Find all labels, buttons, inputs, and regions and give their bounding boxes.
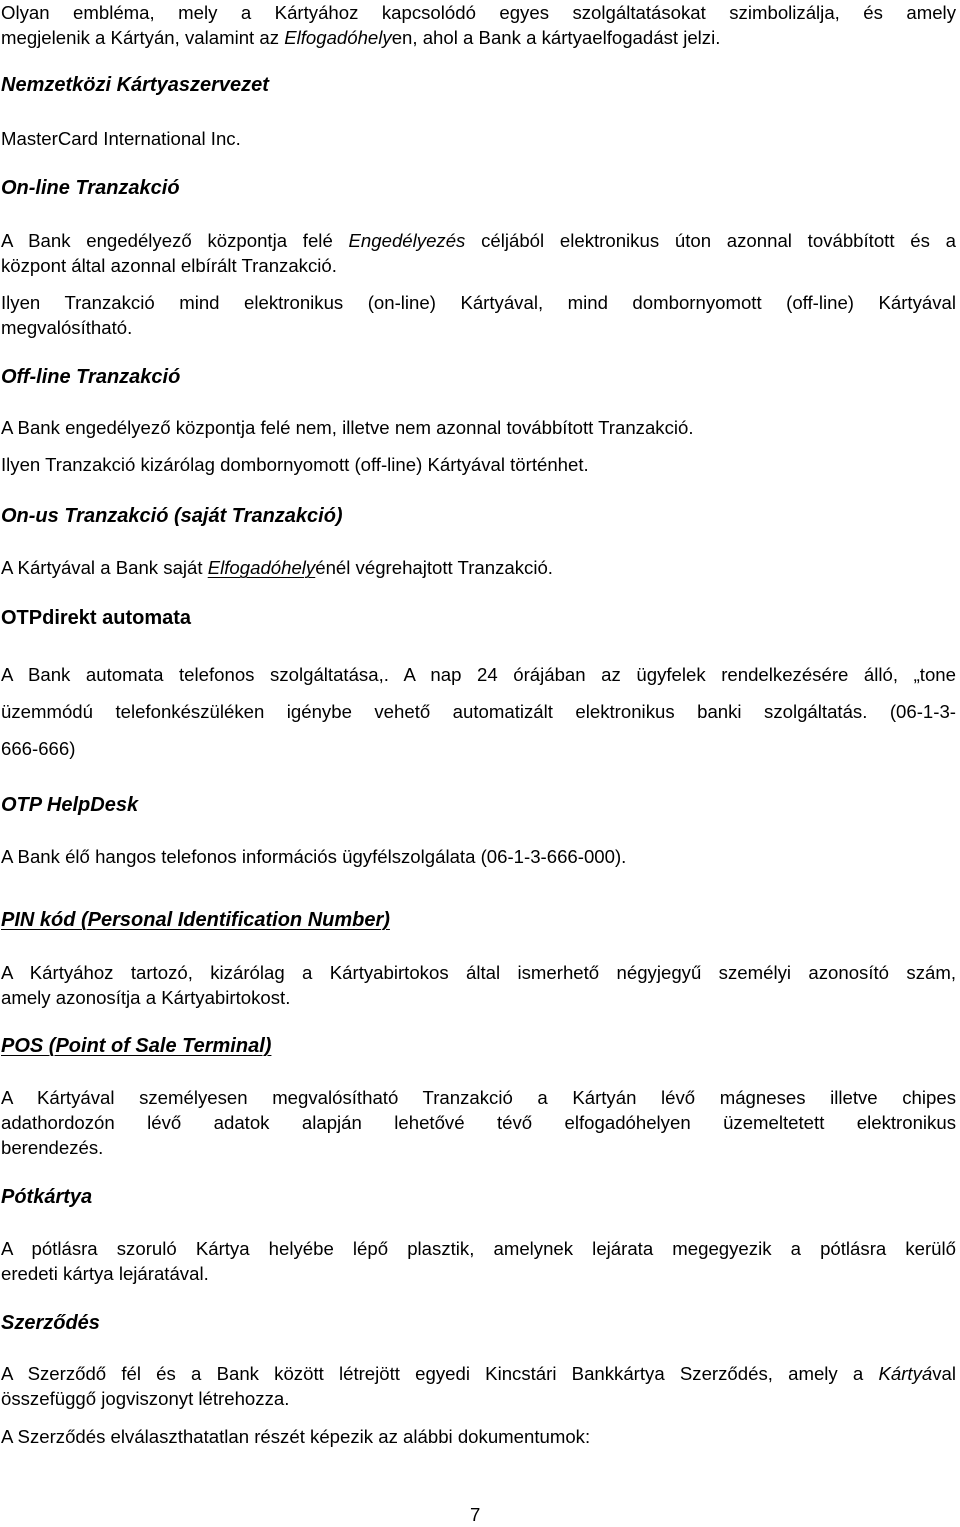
online-p1-line-2: központ által azonnal elbírált Tranzakció. xyxy=(1,255,337,276)
pin-paragraph xyxy=(1,960,956,1010)
online-paragraph-2 xyxy=(1,290,956,340)
onus-pre: A Kártyával a Bank saját xyxy=(1,557,208,578)
helpdesk-paragraph: A Bank élő hangos telefonos információs ügyfélszolgálata (06-1-3-666-000). xyxy=(1,846,627,867)
pos-paragraph xyxy=(1,1085,956,1160)
heading-offline: Off-line Tranzakció xyxy=(1,366,181,388)
potkartya-line-1: A pótlásra szoruló Kártya helyébe lépő plasztik, amelynek lejárata megegyezik a pótlásra kerülő xyxy=(1,1238,956,1259)
pin-line-1: A Kártyához tartozó, kizárólag a Kártyabirtokos által ismerhető négyjegyű személyi azonosító szám, xyxy=(1,962,956,983)
intro-paragraph xyxy=(1,0,956,50)
otpdirekt-line-1: A Bank automata telefonos szolgáltatása,. A nap 24 órájában az ügyfelek rendelkezésére álló, „tone xyxy=(1,664,956,685)
online-p1-pre: A Bank engedélyező központja felé xyxy=(1,230,349,251)
online-p2-line-1: Ilyen Tranzakció mind elektronikus (on-line) Kártyával, mind dombornyomott (off-line) Kártyával xyxy=(1,292,956,313)
intro-line-2 xyxy=(1,25,956,50)
onus-paragraph xyxy=(1,555,956,580)
heading-online: On-line Tranzakció xyxy=(1,177,180,199)
heading-potkartya: Pótkártya xyxy=(1,1186,93,1208)
offline-paragraph-1: A Bank engedélyező központja felé nem, illetve nem azonnal továbbított Tranzakció. xyxy=(1,417,694,438)
szerzodes-line-1-italic: Kártyá xyxy=(878,1363,933,1384)
otpdirekt-line-3: 666-666) xyxy=(1,738,76,759)
pos-line-1: A Kártyával személyesen megvalósítható Tranzakció a Kártyán lévő mágneses illetve chipes xyxy=(1,1087,956,1108)
intro-line-2-italic: Elfogadóhely xyxy=(284,27,392,48)
szerzodes-paragraph-1 xyxy=(1,1361,956,1411)
otpdirekt-paragraph xyxy=(1,656,956,767)
heading-pin: PIN kód (Personal Identification Number) xyxy=(1,909,390,931)
heading-nemzetkozi: Nemzetközi Kártyaszervezet xyxy=(1,74,269,96)
onus-italic: Elfogadóhely xyxy=(207,557,316,578)
heading-onus: On-us Tranzakció (saját Tranzakció) xyxy=(1,505,343,527)
otpdirekt-line-2: üzemmódú telefonkészüléken igénybe vehető automatizált elektronikus banki szolgáltatás. (06-1-3- xyxy=(1,701,956,722)
potkartya-paragraph xyxy=(1,1236,956,1286)
potkartya-line-2: eredeti kártya lejáratával. xyxy=(1,1263,209,1284)
offline-paragraph-2: Ilyen Tranzakció kizárólag dombornyomott (off-line) Kártyával történhet. xyxy=(1,454,589,475)
online-p2-line-2: megvalósítható. xyxy=(1,317,133,338)
heading-otpdirekt: OTPdirekt automata xyxy=(1,607,192,629)
online-p1-line-1 xyxy=(1,228,956,253)
heading-pos: POS (Point of Sale Terminal) xyxy=(1,1035,272,1057)
szerzodes-line-2: összefüggő jogviszonyt létrehozza. xyxy=(1,1388,290,1409)
szerzodes-line-1 xyxy=(1,1361,956,1386)
page-number: 7 xyxy=(470,1504,481,1525)
pos-line-2: adathordozón lévő adatok alapján lehetővé tévő elfogadóhelyen üzemeltetett elektronikus xyxy=(1,1112,956,1133)
intro-line-2-pre: megjelenik a Kártyán, valamint az xyxy=(1,27,285,48)
pin-line-2: amely azonosítja a Kártyabirtokost. xyxy=(1,987,291,1008)
pos-line-3: berendezés. xyxy=(1,1137,104,1158)
text-nemzetkozi: MasterCard International Inc. xyxy=(1,128,241,149)
online-p1-italic: Engedélyezés xyxy=(348,230,466,251)
heading-szerzodes: Szerződés xyxy=(1,1312,100,1334)
intro-line-1: Olyan embléma, mely a Kártyához kapcsolódó egyes szolgáltatásokat szimbolizálja, és amely xyxy=(1,2,956,23)
szerzodes-paragraph-2: A Szerződés elválaszthatatlan részét képezik az alábbi dokumentumok: xyxy=(1,1426,591,1447)
intro-line-2-post: en, ahol a Bank a kártyaelfogadást jelzi. xyxy=(391,27,721,48)
online-paragraph-1 xyxy=(1,228,956,278)
heading-helpdesk: OTP HelpDesk xyxy=(1,794,139,816)
online-p1-post: céljából elektronikus úton azonnal továbbított és a xyxy=(465,230,956,251)
szerzodes-line-1-post: val xyxy=(932,1363,956,1384)
szerzodes-line-1-pre: A Szerződő fél és a Bank között létrejött egyedi Kincstári Bankkártya Szerződés, amely a xyxy=(1,1363,879,1384)
onus-post: énél végrehajtott Tranzakció. xyxy=(315,557,553,578)
